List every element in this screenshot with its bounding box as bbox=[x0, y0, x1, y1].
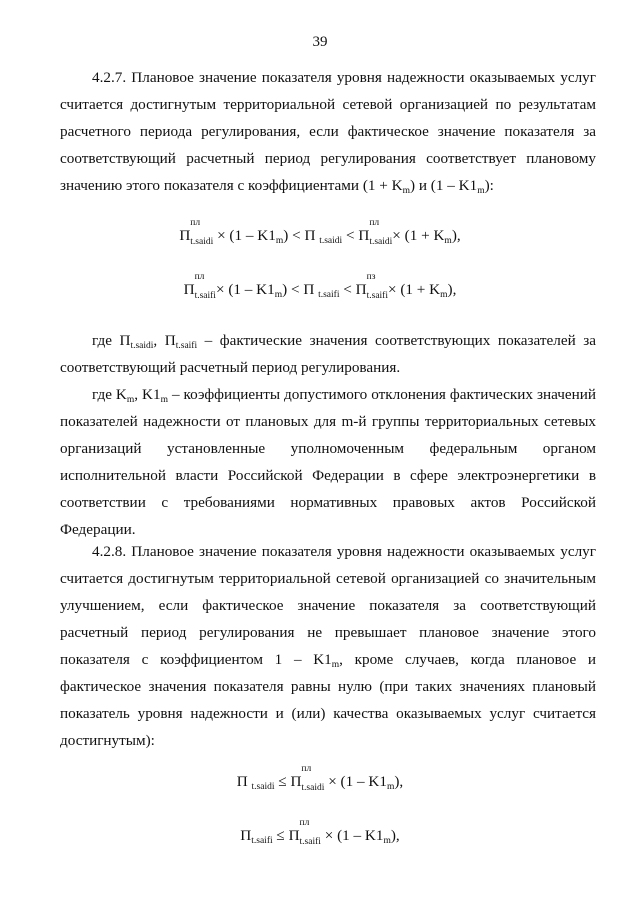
formula-symbol: П bbox=[355, 281, 367, 298]
paragraph-text: ) и (1 – K1 bbox=[410, 177, 478, 194]
subscript: t.saidi bbox=[319, 236, 343, 246]
subscript: m bbox=[386, 782, 395, 792]
formula-saidi-le bbox=[0, 764, 640, 793]
formula-saifi-le bbox=[0, 818, 640, 847]
page-number: 39 bbox=[312, 34, 328, 50]
formula-symbol: П bbox=[304, 227, 316, 244]
subscript: m bbox=[477, 186, 485, 196]
formula-text: × (1 – K1 bbox=[213, 227, 276, 244]
subscript: t.saidi bbox=[190, 237, 214, 247]
subscript: m bbox=[160, 395, 169, 405]
formula-saidi-range bbox=[0, 218, 640, 247]
formula-text: ) < bbox=[282, 281, 304, 298]
subscript: m bbox=[331, 660, 340, 670]
formula-saifi-range bbox=[0, 272, 640, 301]
formula-text: × (1 + K bbox=[387, 281, 441, 298]
paragraph-definitions-p bbox=[60, 327, 596, 381]
subscript: m bbox=[440, 290, 448, 300]
formula-symbol: П bbox=[183, 281, 195, 298]
paragraph-text: – фактические значения соответствующих показателей за соответствующий расчетный период регулирования. bbox=[60, 332, 596, 376]
paragraph-definitions-k bbox=[60, 381, 596, 543]
subscript: m bbox=[444, 236, 452, 246]
formula-text: < bbox=[339, 281, 356, 298]
subscript: t.saidi bbox=[369, 237, 393, 247]
formula-index: пл $_{t.saidi}$ bbox=[369, 218, 393, 247]
formula-symbol: П bbox=[290, 773, 302, 790]
formula-text: ), bbox=[447, 281, 457, 298]
subscript: t.saidi bbox=[301, 783, 325, 793]
subscript: m bbox=[275, 236, 284, 246]
paragraph-4-2-8 bbox=[60, 538, 596, 754]
formula-index: пл $_{t.saifi}$ bbox=[194, 272, 216, 301]
formula-index: пл $_{t.saidi}$ bbox=[301, 764, 325, 793]
subscript: m bbox=[126, 395, 135, 405]
subscript: t.saifi bbox=[366, 291, 388, 301]
formula-text: ≤ bbox=[274, 773, 291, 790]
formula-index: пз $_{t.saifi}$ bbox=[366, 272, 388, 301]
formula-text: ), bbox=[390, 827, 400, 844]
formula-text: ≤ bbox=[272, 827, 289, 844]
formula-index: пл $_{t.saifi}$ bbox=[299, 818, 321, 847]
paragraph-text: 4.2.8. Плановое значение показателя уровня надежности оказываемых услуг считается достигнутым территориальной сетевой организацией со значительным улучшением, если фактическое значение показателя за соответствующий расчетный период регулирования не превышает плановое значение этого показателя с коэффициентом 1 – K1 bbox=[60, 543, 596, 668]
formula-text: × (1 – K1 bbox=[320, 827, 384, 844]
paragraph-text: ): bbox=[484, 177, 494, 194]
subscript: t.saifi bbox=[175, 341, 198, 351]
formula-symbol: П bbox=[303, 281, 315, 298]
paragraph-text: 4.2.7. Плановое значение показателя уровня надежности оказываемых услуг считается достигнутым территориальной сетевой организацией по результатам расчетного периода регулирования, если фактическое значение показателя за соответствующий расчетный период регулирования соответствует плановому значению этого показателя с коэффициентами (1 + K bbox=[60, 69, 596, 194]
formula-symbol: П bbox=[179, 227, 191, 244]
subscript: t.saidi bbox=[251, 782, 275, 792]
subscript: m bbox=[402, 186, 410, 196]
formula-text: < bbox=[342, 227, 359, 244]
formula-index: пл $_{t.saidi}$ bbox=[190, 218, 214, 247]
subscript: t.saifi bbox=[318, 290, 340, 300]
subscript: t.saidi bbox=[130, 341, 154, 351]
paragraph-4-2-7 bbox=[60, 64, 596, 199]
paragraph-text: – коэффициенты допустимого отклонения фактических значений показателей надежности от плановых для m-й группы территориальных сетевых организаций установленные уполномоченным федеральным органом исполнительной власти Российской Федерации в сфере электроэнергетики в соответствии с требованиями нормативных правовых актов Российской Федерации. bbox=[60, 386, 596, 538]
subscript: t.saifi bbox=[251, 836, 273, 846]
subscript: m bbox=[274, 290, 283, 300]
paragraph-text: , кроме случаев, когда плановое и фактическое значения показателя равны нулю (при таких значениях плановый показатель уровня надежности и (или) качества оказываемых услуг считается достигнутым): bbox=[60, 651, 596, 749]
paragraph-text: где П bbox=[92, 332, 131, 349]
subscript: t.saifi bbox=[194, 291, 216, 301]
formula-symbol: П bbox=[240, 827, 252, 844]
formula-symbol: П bbox=[288, 827, 300, 844]
formula-text: × (1 – K1 bbox=[215, 281, 275, 298]
formula-symbol: П bbox=[236, 773, 248, 790]
subscript: m bbox=[383, 836, 391, 846]
formula-text: ), bbox=[394, 773, 404, 790]
formula-text: × (1 + K bbox=[392, 227, 445, 244]
paragraph-text: , K1 bbox=[134, 386, 161, 403]
paragraph-text: , П bbox=[153, 332, 176, 349]
formula-symbol: П bbox=[358, 227, 370, 244]
formula-text: × (1 – K1 bbox=[324, 773, 387, 790]
subscript: t.saifi bbox=[299, 837, 321, 847]
formula-text: ) < bbox=[283, 227, 305, 244]
formula-text: ), bbox=[451, 227, 461, 244]
paragraph-text: где K bbox=[92, 386, 127, 403]
